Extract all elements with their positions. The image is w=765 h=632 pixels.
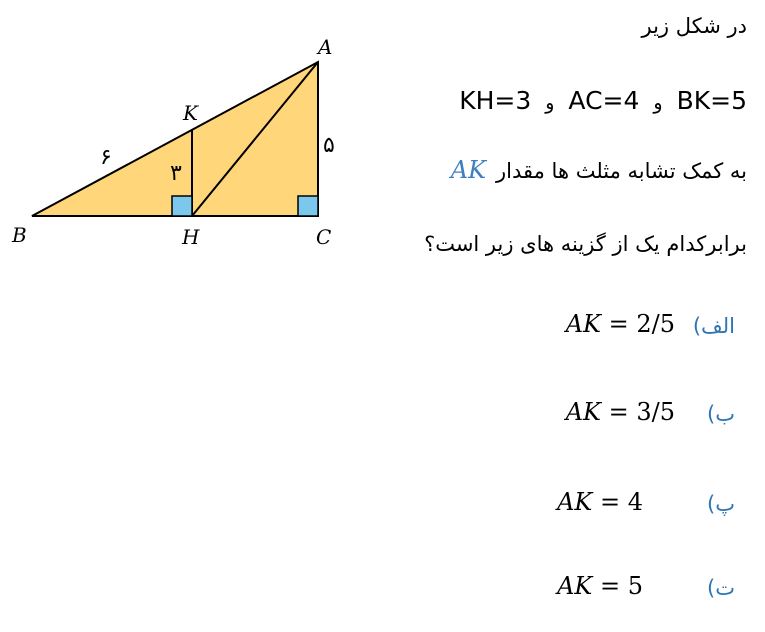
given-bk: BK=5 (676, 86, 747, 115)
question-line-3 (451, 156, 747, 184)
side-label-bk: ۶ (100, 145, 112, 170)
side-label-kh: ۳ (170, 161, 182, 186)
option-a-key: الف) (692, 314, 735, 338)
question-variable-ak: AK (450, 156, 486, 184)
option-p-expression: AK = 4 (557, 488, 643, 516)
right-angle-c-marker (298, 196, 318, 216)
option-p[interactable] (430, 488, 765, 528)
vertex-label-k: K (183, 101, 198, 125)
option-b-key: ب) (707, 402, 735, 426)
side-label-ac: ۵ (323, 133, 335, 158)
question-line-4: برابرکدام یک از گزینه های زیر است؟ (424, 232, 747, 256)
triangle-abc (32, 62, 318, 216)
conjunction-1: و (653, 92, 663, 114)
conjunction-2: و (545, 92, 555, 114)
option-a-expression: AK = 2/5 (565, 310, 675, 338)
question-given-values (459, 86, 747, 115)
option-t-key: ت) (707, 576, 735, 600)
option-p-key: پ) (707, 492, 735, 516)
option-a[interactable] (430, 310, 765, 350)
option-t-expression: AK = 5 (557, 572, 643, 600)
vertex-label-h: H (182, 225, 200, 249)
question-line-3-text: به کمک تشابه مثلث ها مقدار (496, 159, 747, 183)
option-b-expression: AK = 3/5 (565, 398, 675, 426)
option-b[interactable] (430, 398, 765, 438)
vertex-label-b: B (12, 223, 27, 247)
vertex-label-c: C (316, 225, 332, 249)
given-ac: AC=4 (568, 86, 640, 115)
geometry-figure (0, 0, 360, 260)
given-kh: KH=3 (459, 86, 532, 115)
question-line-1: در شکل زیر (641, 14, 747, 38)
vertex-label-a: A (318, 35, 333, 59)
right-angle-h-marker (172, 196, 192, 216)
option-t[interactable] (430, 572, 765, 612)
